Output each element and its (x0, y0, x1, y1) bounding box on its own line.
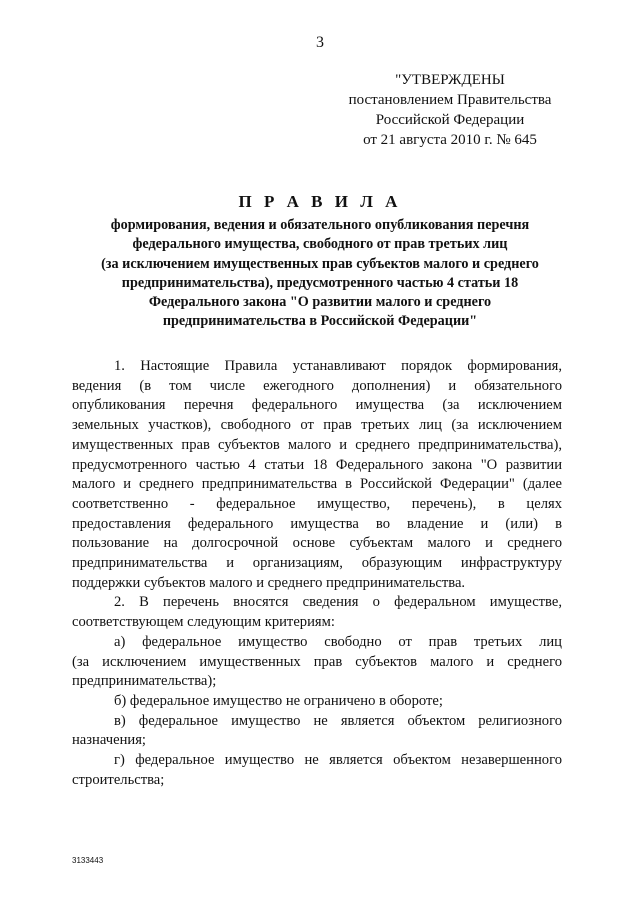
subtitle-line: формирования, ведения и обязательного опубликования перечня (110, 217, 530, 233)
paragraph (72, 357, 562, 593)
footer-code: 3133443 (72, 856, 104, 865)
paragraph-line: а) федеральное имущество свободно от прав третьих лиц (114, 633, 562, 650)
paragraph (72, 751, 562, 790)
paragraph-line: поддержки субъектов малого и среднего предпринимательства. (72, 574, 466, 591)
subtitle-line: Федерального закона "О развитии малого и среднего (148, 294, 492, 311)
document-title: П Р А В И Л А (238, 192, 402, 211)
subtitle-line: предпринимательства в Российской Федерации" (162, 313, 478, 330)
paragraph-line: предпринимательства и организациям, образующим инфраструктуру (72, 555, 562, 572)
approval-block (340, 70, 560, 150)
paragraph-line: соответствующем следующим критериям: (72, 614, 335, 631)
paragraph-line: г) федеральное имущество не является объектом незавершенного (114, 752, 562, 769)
paragraph-line: малого и среднего предпринимательства в Российской Федерации" (далее (72, 476, 562, 493)
paragraph-line: (за исключением имущественных прав субъектов малого и среднего (72, 653, 562, 670)
approval-line: "УТВЕРЖДЕНЫ (395, 72, 505, 88)
page-number: 3 (316, 34, 324, 51)
paragraph-line: назначения; (72, 732, 146, 749)
approval-line: от 21 августа 2010 г. № 645 (363, 132, 537, 148)
approval-line: Российской Федерации (375, 112, 525, 128)
paragraph (72, 593, 562, 632)
paragraph-line: б) федеральное имущество не ограничено в обороте; (114, 692, 443, 709)
document-body (72, 357, 562, 790)
document-subtitle (80, 216, 560, 332)
paragraph-line: 2. В перечень вносятся сведения о федеральном имуществе, (114, 594, 562, 611)
paragraph (72, 692, 562, 712)
paragraph-line: опубликования перечня федерального имущества (за исключением (72, 397, 562, 414)
paragraph-line: строительства; (72, 771, 165, 788)
paragraph-line: ведения (в том числе ежегодного дополнения) и обязательного (72, 377, 562, 394)
paragraph-line: в) федеральное имущество не является объектом религиозного (114, 712, 562, 729)
paragraph-line: предпринимательства); (72, 673, 217, 690)
paragraph (72, 712, 562, 751)
paragraph-line: соответственно - федеральное имущество, перечень), в целях (72, 495, 562, 512)
paragraph-line: предоставления федерального имущества во владение и (или) в (72, 515, 562, 532)
paragraph-line: имущественных прав субъектов малого и среднего предпринимательства), (72, 436, 562, 453)
paragraph-line: предусмотренного частью 4 статьи 18 Федерального закона "О развитии (72, 456, 562, 473)
subtitle-line: федерального имущества, свободного от прав третьих лиц (132, 236, 508, 253)
paragraph (72, 633, 562, 692)
subtitle-line: (за исключением имущественных прав субъектов малого и среднего (101, 255, 539, 272)
subtitle-line: предпринимательства), предусмотренного частью 4 статьи 18 (121, 274, 519, 291)
paragraph-line: 1. Настоящие Правила устанавливают порядок формирования, (114, 358, 562, 374)
approval-line: постановлением Правительства (348, 92, 552, 108)
paragraph-line: земельных участков), свободного от прав третьих лиц (за исключением (72, 417, 562, 434)
paragraph-line: пользование на долгосрочной основе субъектам малого и среднего (72, 535, 562, 552)
